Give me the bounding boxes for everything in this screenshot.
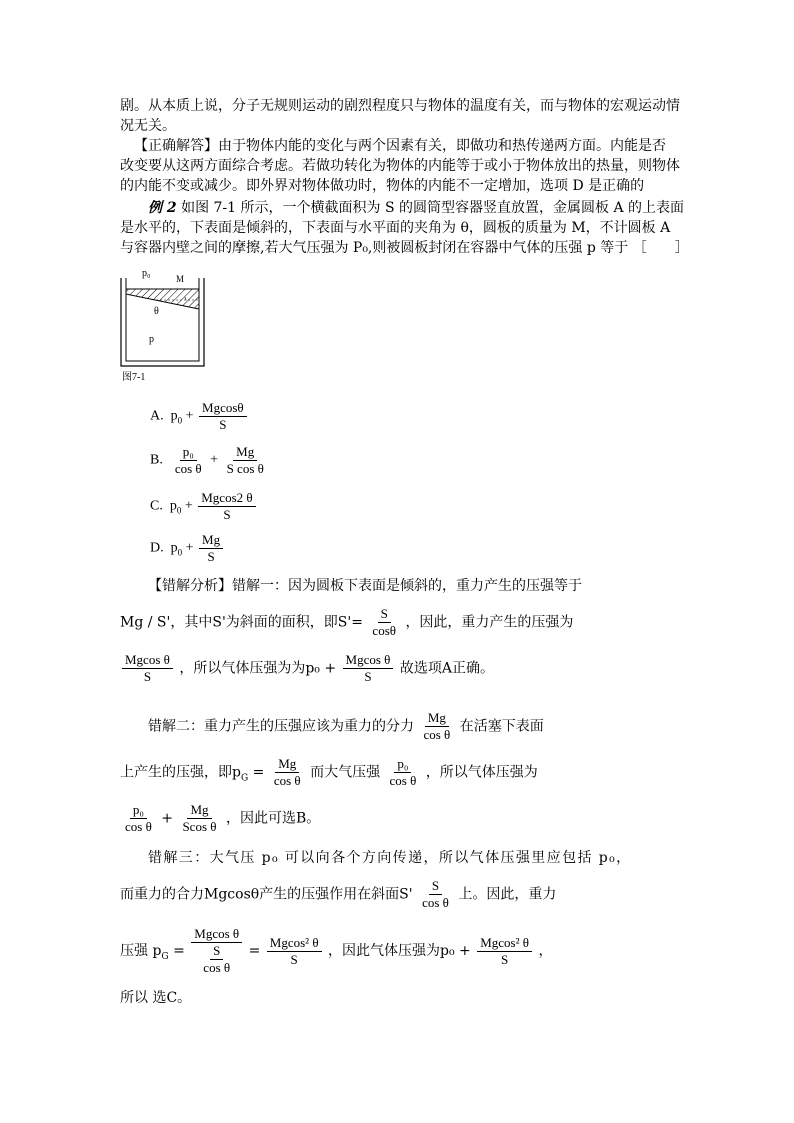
fraction-mg-over-cos <box>420 710 453 743</box>
fraction-numerator: p₀ <box>394 756 411 773</box>
wrong-3-text-d: 压强 p <box>120 943 162 959</box>
fraction-numerator: Mg <box>199 532 223 549</box>
fraction-denominator: S <box>223 507 231 522</box>
fraction-numerator: Mgcos θ <box>343 652 394 669</box>
wrong-2-line-1 <box>148 710 544 743</box>
wrong-analysis-label: 【错解分析】 <box>148 578 232 594</box>
fraction-numerator: S <box>429 878 442 895</box>
wrong-3-line-1: 错解三：大气压 p₀ 可以向各个方向传递，所以气体压强里应包括 p₀， <box>148 850 632 866</box>
correct-answer-label: 【正确解答】 <box>134 138 218 154</box>
correct-answer-text: 由于物体内能的变化与两个因素有关，即做功和热传递两方面。内能是否 <box>218 138 666 154</box>
figure-caption: 图7-1 <box>122 372 146 383</box>
fraction-numerator: Mgcosθ <box>199 400 247 417</box>
figure-7-1 <box>116 266 216 386</box>
pg-subscript: G <box>161 951 169 962</box>
wrong-1-head: 错解一：因为圆板下表面是倾斜的，重力产生的压强等于 <box>232 578 582 594</box>
fraction-numerator: Mg <box>425 710 449 727</box>
fraction-denominator: S <box>364 669 372 684</box>
fraction-mg-over-scos <box>179 802 219 835</box>
figure-diagram <box>116 266 216 386</box>
pg-subscript: G <box>240 773 249 784</box>
fraction-mgcos-over-s <box>122 652 173 685</box>
label-m: M <box>176 274 185 284</box>
option-c-label: C. <box>150 498 163 514</box>
option-a-fraction <box>199 400 247 433</box>
fraction-denominator: S cos θ <box>226 461 264 476</box>
p0-subscript: 0 <box>177 547 183 558</box>
fraction-numerator: S <box>210 943 223 960</box>
equals-sign: = <box>248 764 265 781</box>
wrong-2-text-d: 而大气压强 <box>310 764 381 781</box>
wrong-2-text-f: ，因此可选B。 <box>225 810 321 827</box>
example-line-1 <box>148 198 684 218</box>
wrong-1-line-3 <box>120 652 494 685</box>
fraction-numerator: Mg <box>187 802 211 819</box>
fraction-numerator: Mgcos θ <box>191 926 242 943</box>
intro-line-2: 况无关。 <box>120 118 176 134</box>
wrong-1-text-a: Mg / S'，其中S'为斜面的面积，即S'= <box>120 614 363 631</box>
fraction-denominator <box>203 943 230 976</box>
fraction-numerator: Mg <box>275 756 299 773</box>
correct-answer-line-3: 的内能不变或减少。即外界对物体做功时，物体的内能不一定增加，选项 D 是正确的 <box>120 178 645 194</box>
p0-symbol: p <box>169 498 177 514</box>
option-b <box>150 444 269 477</box>
wrong-1-line-2 <box>120 606 573 639</box>
label-p0: p₀ <box>142 268 151 279</box>
option-b-fraction-2 <box>224 444 267 477</box>
label-p: p <box>149 334 154 345</box>
wrong-3-text-c: 上。因此，重力 <box>458 886 557 903</box>
plus-sign: + <box>184 498 193 514</box>
option-d-fraction <box>199 532 223 565</box>
wrong-3-line-3 <box>120 926 552 976</box>
correct-answer-line-1 <box>134 136 666 156</box>
fraction-denominator: cos θ <box>174 461 202 476</box>
wrong-3-line-2 <box>120 878 556 911</box>
fraction-p0-over-cos <box>387 756 420 789</box>
option-d <box>150 532 225 565</box>
equals-sign: = <box>248 943 261 959</box>
option-c <box>150 490 258 523</box>
fraction-numerator: Mg <box>233 444 257 461</box>
option-b-label: B. <box>150 452 163 468</box>
fraction-mg-over-cos-2 <box>271 756 304 789</box>
wrong-2-text-b: 在活塞下表面 <box>459 718 544 735</box>
fraction-denominator: S <box>500 951 509 967</box>
option-c-fraction <box>198 490 255 523</box>
p0-symbol: p <box>170 540 178 556</box>
fraction-mgcos2-over-s-2 <box>477 935 532 968</box>
wrong-3-text-f: ， <box>538 943 553 959</box>
fraction-denominator: cos θ <box>273 773 301 788</box>
p0-subscript: 0 <box>177 415 183 426</box>
example-line-2: 是水平的，下表面是倾斜的，下表面与水平面的夹角为 θ，圆板的质量为 M，不计圆板 A <box>120 220 671 236</box>
wrong-3-line-4: 所以 选C。 <box>120 990 192 1006</box>
correct-answer-line-2: 改变要从这两方面综合考虑。若做功转化为物体的内能等于或小于物体放出的热量，则物体 <box>120 158 680 174</box>
fraction-s-over-cos <box>369 606 399 639</box>
fraction-denominator: cos θ <box>423 727 451 742</box>
option-b-fraction-1 <box>172 444 205 477</box>
wrong-2-line-2 <box>120 756 538 789</box>
fraction-denominator: cos θ <box>422 895 449 910</box>
compound-fraction <box>191 926 242 976</box>
wrong-analysis-line-1 <box>148 576 582 596</box>
fraction-mgcos-over-s-2 <box>343 652 394 685</box>
example-label: 例 2 <box>148 200 177 216</box>
wrong-3-text-b: 而重力的合力Mgcosθ产生的压强作用在斜面S' <box>120 886 413 903</box>
fraction-mgcos2-over-s <box>267 935 322 968</box>
wrong-2-text-c: 上产生的压强，即p <box>120 764 241 781</box>
label-theta: θ <box>154 306 159 317</box>
plus-sign: + <box>210 452 219 468</box>
p0-symbol: p <box>170 408 178 424</box>
plus-sign: + <box>161 810 173 827</box>
fraction-denominator: S <box>207 549 215 564</box>
fraction-s-over-cos-2 <box>419 878 452 911</box>
fraction-numerator: p₀ <box>180 444 197 461</box>
fraction-numerator: S <box>378 606 391 623</box>
intro-line-1: 剧。从本质上说，分子无规则运动的剧烈程度只与物体的温度有关，而与物体的宏观运动情 <box>120 98 680 114</box>
fraction-denominator: cos θ <box>125 819 152 834</box>
equals-sign: = <box>168 943 185 959</box>
fraction-numerator: p₀ <box>130 802 147 819</box>
wrong-1-text-b: ，因此，重力产生的压强为 <box>405 614 574 631</box>
wrong-1-text-d: 故选项A正确。 <box>399 660 494 677</box>
fraction-denominator: Scos θ <box>182 819 217 834</box>
option-a <box>150 400 249 433</box>
option-a-label: A. <box>150 408 164 424</box>
plate-a-shape <box>126 289 199 309</box>
fraction-p0-over-cos-2 <box>122 802 155 835</box>
fraction-denominator: cos θ <box>203 960 231 975</box>
plus-sign: + <box>185 408 194 424</box>
fraction-numerator: Mgcos² θ <box>267 935 322 952</box>
fraction-denominator: S <box>219 417 227 432</box>
wrong-3-text-e: ，因此气体压强为p₀ + <box>328 943 471 959</box>
fraction-denominator: cosθ <box>372 623 396 638</box>
wrong-1-text-c: ，所以气体压强为为p₀ + <box>179 660 337 677</box>
fraction-denominator: cos θ <box>389 773 417 788</box>
fraction-numerator: Mgcos θ <box>122 652 173 669</box>
inner-fraction <box>203 943 230 976</box>
wrong-2-text-a: 错解二：重力产生的压强应该为重力的分力 <box>148 718 414 735</box>
wrong-2-line-3 <box>120 802 320 835</box>
plus-sign: + <box>185 540 194 556</box>
example-line-3: 与容器内壁之间的摩擦,若大气压强为 P₀,则被圆板封闭在容器中气体的压强 p 等于 ［ ］ <box>120 240 689 256</box>
example-text: 如图 7-1 所示，一个横截面积为 S 的圆筒型容器竖直放置，金属圆板 A 的上表面 <box>176 200 685 216</box>
fraction-numerator: Mgcos² θ <box>477 935 532 952</box>
fraction-denominator: S <box>143 669 152 684</box>
fraction-denominator: S <box>290 951 298 967</box>
fraction-numerator: Mgcos2 θ <box>198 490 255 507</box>
p0-subscript: 0 <box>176 505 182 516</box>
wrong-2-text-e: ，所以气体压强为 <box>425 764 538 781</box>
option-d-label: D. <box>150 540 164 556</box>
